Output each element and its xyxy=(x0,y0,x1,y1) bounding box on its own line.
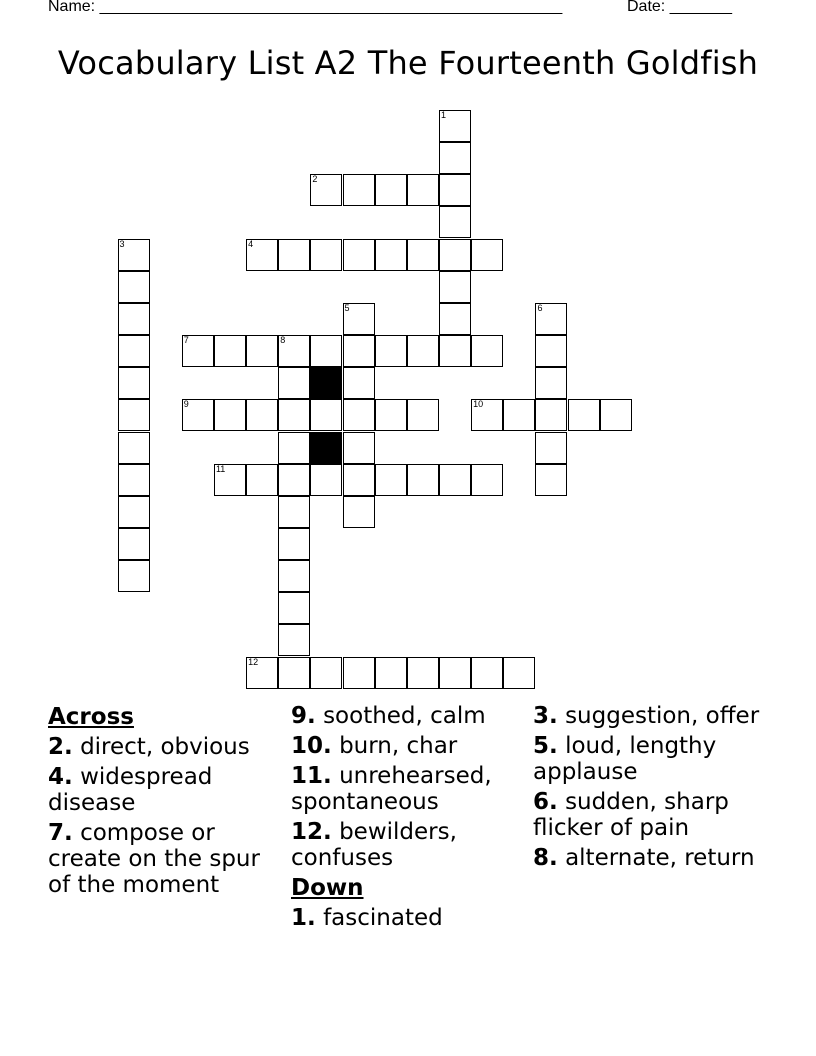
clue-number: 6. xyxy=(533,789,558,815)
crossword-cell[interactable] xyxy=(118,432,150,464)
crossword-black-cell xyxy=(310,432,342,464)
crossword-cell[interactable] xyxy=(310,335,342,367)
crossword-cell[interactable] xyxy=(246,464,278,496)
crossword-cell[interactable] xyxy=(278,399,310,431)
crossword-cell[interactable] xyxy=(407,464,439,496)
clue-number: 7. xyxy=(48,820,73,846)
crossword-cell[interactable] xyxy=(407,239,439,271)
clue-text: fascinated xyxy=(323,905,443,931)
crossword-cell[interactable] xyxy=(118,271,150,303)
crossword-cell[interactable] xyxy=(407,174,439,206)
crossword-cell[interactable] xyxy=(278,560,310,592)
crossword-cell[interactable] xyxy=(439,303,471,335)
cell-number: 5 xyxy=(344,302,350,313)
crossword-cell[interactable] xyxy=(439,206,471,238)
crossword-cell[interactable] xyxy=(214,335,246,367)
crossword-cell[interactable] xyxy=(310,657,342,689)
clue-text: soothed, calm xyxy=(323,703,486,729)
clue-across-11 xyxy=(291,763,526,815)
crossword-cell[interactable] xyxy=(407,399,439,431)
clue-down-8 xyxy=(533,845,768,871)
crossword-cell[interactable] xyxy=(343,335,375,367)
crossword-cell[interactable] xyxy=(278,528,310,560)
crossword-cell[interactable] xyxy=(343,464,375,496)
down-heading: Down xyxy=(291,875,364,901)
clue-text: suggestion, offer xyxy=(565,703,760,729)
cell-number: 11 xyxy=(215,463,226,474)
cell-number: 6 xyxy=(537,302,543,313)
clue-down-6 xyxy=(533,789,768,841)
clue-across-9 xyxy=(291,703,526,729)
clue-number: 4. xyxy=(48,764,73,790)
clue-across-4 xyxy=(48,764,283,816)
crossword-cell[interactable] xyxy=(278,496,310,528)
crossword-cell[interactable] xyxy=(278,624,310,656)
date-field-label: Date: _______ xyxy=(627,0,732,15)
clue-number: 8. xyxy=(533,845,558,871)
clue-text: bewilders, confuses xyxy=(291,819,457,871)
clues-column-1 xyxy=(48,703,283,902)
clue-down-3 xyxy=(533,703,768,729)
clue-number: 1. xyxy=(291,905,316,931)
crossword-cell[interactable] xyxy=(118,367,150,399)
crossword-cell[interactable] xyxy=(375,399,407,431)
crossword-cell[interactable] xyxy=(310,399,342,431)
crossword-cell[interactable] xyxy=(118,528,150,560)
clue-across-12 xyxy=(291,819,526,871)
crossword-cell[interactable] xyxy=(439,142,471,174)
crossword-cell[interactable] xyxy=(407,657,439,689)
crossword-cell[interactable] xyxy=(535,335,567,367)
crossword-cell[interactable] xyxy=(278,592,310,624)
crossword-cell[interactable] xyxy=(535,464,567,496)
clue-text: compose or create on the spur of the moment xyxy=(48,820,260,898)
crossword-cell[interactable] xyxy=(214,399,246,431)
crossword-cell[interactable] xyxy=(278,432,310,464)
crossword-cell[interactable] xyxy=(118,239,150,271)
clue-number: 10. xyxy=(291,733,332,759)
cell-number: 1 xyxy=(441,110,447,120)
crossword-cell[interactable] xyxy=(471,399,503,431)
crossword-cell[interactable] xyxy=(343,174,375,206)
clue-across-7 xyxy=(48,820,283,898)
crossword-cell[interactable] xyxy=(439,110,471,142)
crossword-cell[interactable] xyxy=(343,496,375,528)
cell-number: 2 xyxy=(312,174,318,185)
crossword-cell[interactable] xyxy=(343,657,375,689)
cell-number: 4 xyxy=(248,238,254,249)
crossword-cell[interactable] xyxy=(118,335,150,367)
crossword-cell[interactable] xyxy=(182,335,214,367)
crossword-cell[interactable] xyxy=(568,399,600,431)
crossword-cell[interactable] xyxy=(343,303,375,335)
crossword-cell[interactable] xyxy=(343,399,375,431)
crossword-cell[interactable] xyxy=(310,464,342,496)
cell-number: 8 xyxy=(280,335,286,346)
cell-number: 7 xyxy=(183,335,189,346)
crossword-black-cell xyxy=(310,367,342,399)
crossword-cell[interactable] xyxy=(439,657,471,689)
clue-text: direct, obvious xyxy=(80,734,250,760)
clue-text: sudden, sharp flicker of pain xyxy=(533,789,729,841)
crossword-cell[interactable] xyxy=(535,303,567,335)
crossword-cell[interactable] xyxy=(343,432,375,464)
crossword-cell[interactable] xyxy=(503,399,535,431)
clues-column-2 xyxy=(291,703,526,935)
crossword-cell[interactable] xyxy=(407,335,439,367)
crossword-cell[interactable] xyxy=(439,239,471,271)
crossword-cell[interactable] xyxy=(278,657,310,689)
across-heading: Across xyxy=(48,704,134,730)
crossword-cell[interactable] xyxy=(343,239,375,271)
crossword-cell[interactable] xyxy=(246,239,278,271)
clue-text: loud, lengthy applause xyxy=(533,733,717,785)
crossword-cell[interactable] xyxy=(182,399,214,431)
cell-number: 12 xyxy=(248,656,259,667)
cell-number: 9 xyxy=(183,399,189,410)
crossword-cell[interactable] xyxy=(246,657,278,689)
crossword-cell[interactable] xyxy=(439,174,471,206)
page-title: Vocabulary List A2 The Fourteenth Goldfish xyxy=(57,44,759,82)
crossword-cell[interactable] xyxy=(246,335,278,367)
cell-number: 10 xyxy=(473,399,484,410)
crossword-cell[interactable] xyxy=(503,657,535,689)
clue-number: 9. xyxy=(291,703,316,729)
cell-number: 3 xyxy=(119,238,125,249)
crossword-cell[interactable] xyxy=(439,464,471,496)
clue-number: 2. xyxy=(48,734,73,760)
clue-text: unrehearsed, spontaneous xyxy=(291,763,492,815)
clue-across-10 xyxy=(291,733,526,759)
clue-number: 11. xyxy=(291,763,332,789)
clue-number: 3. xyxy=(533,703,558,729)
crossword-cell[interactable] xyxy=(535,367,567,399)
crossword-cell[interactable] xyxy=(278,239,310,271)
clue-across-2 xyxy=(48,734,283,760)
crossword-cell[interactable] xyxy=(118,303,150,335)
clue-number: 5. xyxy=(533,733,558,759)
crossword-cell[interactable] xyxy=(375,335,407,367)
crossword-cell[interactable] xyxy=(246,399,278,431)
clues-column-3 xyxy=(533,703,768,875)
crossword-cell[interactable] xyxy=(471,239,503,271)
crossword-cell[interactable] xyxy=(439,335,471,367)
name-field-label: Name: ____________________________________________________ xyxy=(48,0,563,15)
crossword-cell[interactable] xyxy=(375,239,407,271)
crossword-cell[interactable] xyxy=(118,464,150,496)
clue-text: alternate, return xyxy=(565,845,755,871)
clue-text: widespread disease xyxy=(48,764,213,816)
crossword-cell[interactable] xyxy=(471,464,503,496)
crossword-cell[interactable] xyxy=(214,464,246,496)
crossword-cell[interactable] xyxy=(439,271,471,303)
clue-text: burn, char xyxy=(339,733,458,759)
crossword-cell[interactable] xyxy=(471,657,503,689)
crossword-cell[interactable] xyxy=(278,464,310,496)
crossword-cell[interactable] xyxy=(535,399,567,431)
crossword-cell[interactable] xyxy=(600,399,632,431)
crossword-cell[interactable] xyxy=(118,399,150,431)
crossword-cell[interactable] xyxy=(375,657,407,689)
clue-down-5 xyxy=(533,733,768,785)
crossword-cell[interactable] xyxy=(471,335,503,367)
crossword-cell[interactable] xyxy=(535,432,567,464)
crossword-cell[interactable] xyxy=(310,174,342,206)
crossword-cell[interactable] xyxy=(278,367,310,399)
crossword-cell[interactable] xyxy=(310,239,342,271)
crossword-cell[interactable] xyxy=(343,367,375,399)
clue-down-1 xyxy=(291,905,526,931)
crossword-cell[interactable] xyxy=(375,174,407,206)
crossword-cell[interactable] xyxy=(278,335,310,367)
crossword-cell[interactable] xyxy=(118,496,150,528)
crossword-cell[interactable] xyxy=(375,464,407,496)
clue-number: 12. xyxy=(291,819,332,845)
crossword-cell[interactable] xyxy=(118,560,150,592)
